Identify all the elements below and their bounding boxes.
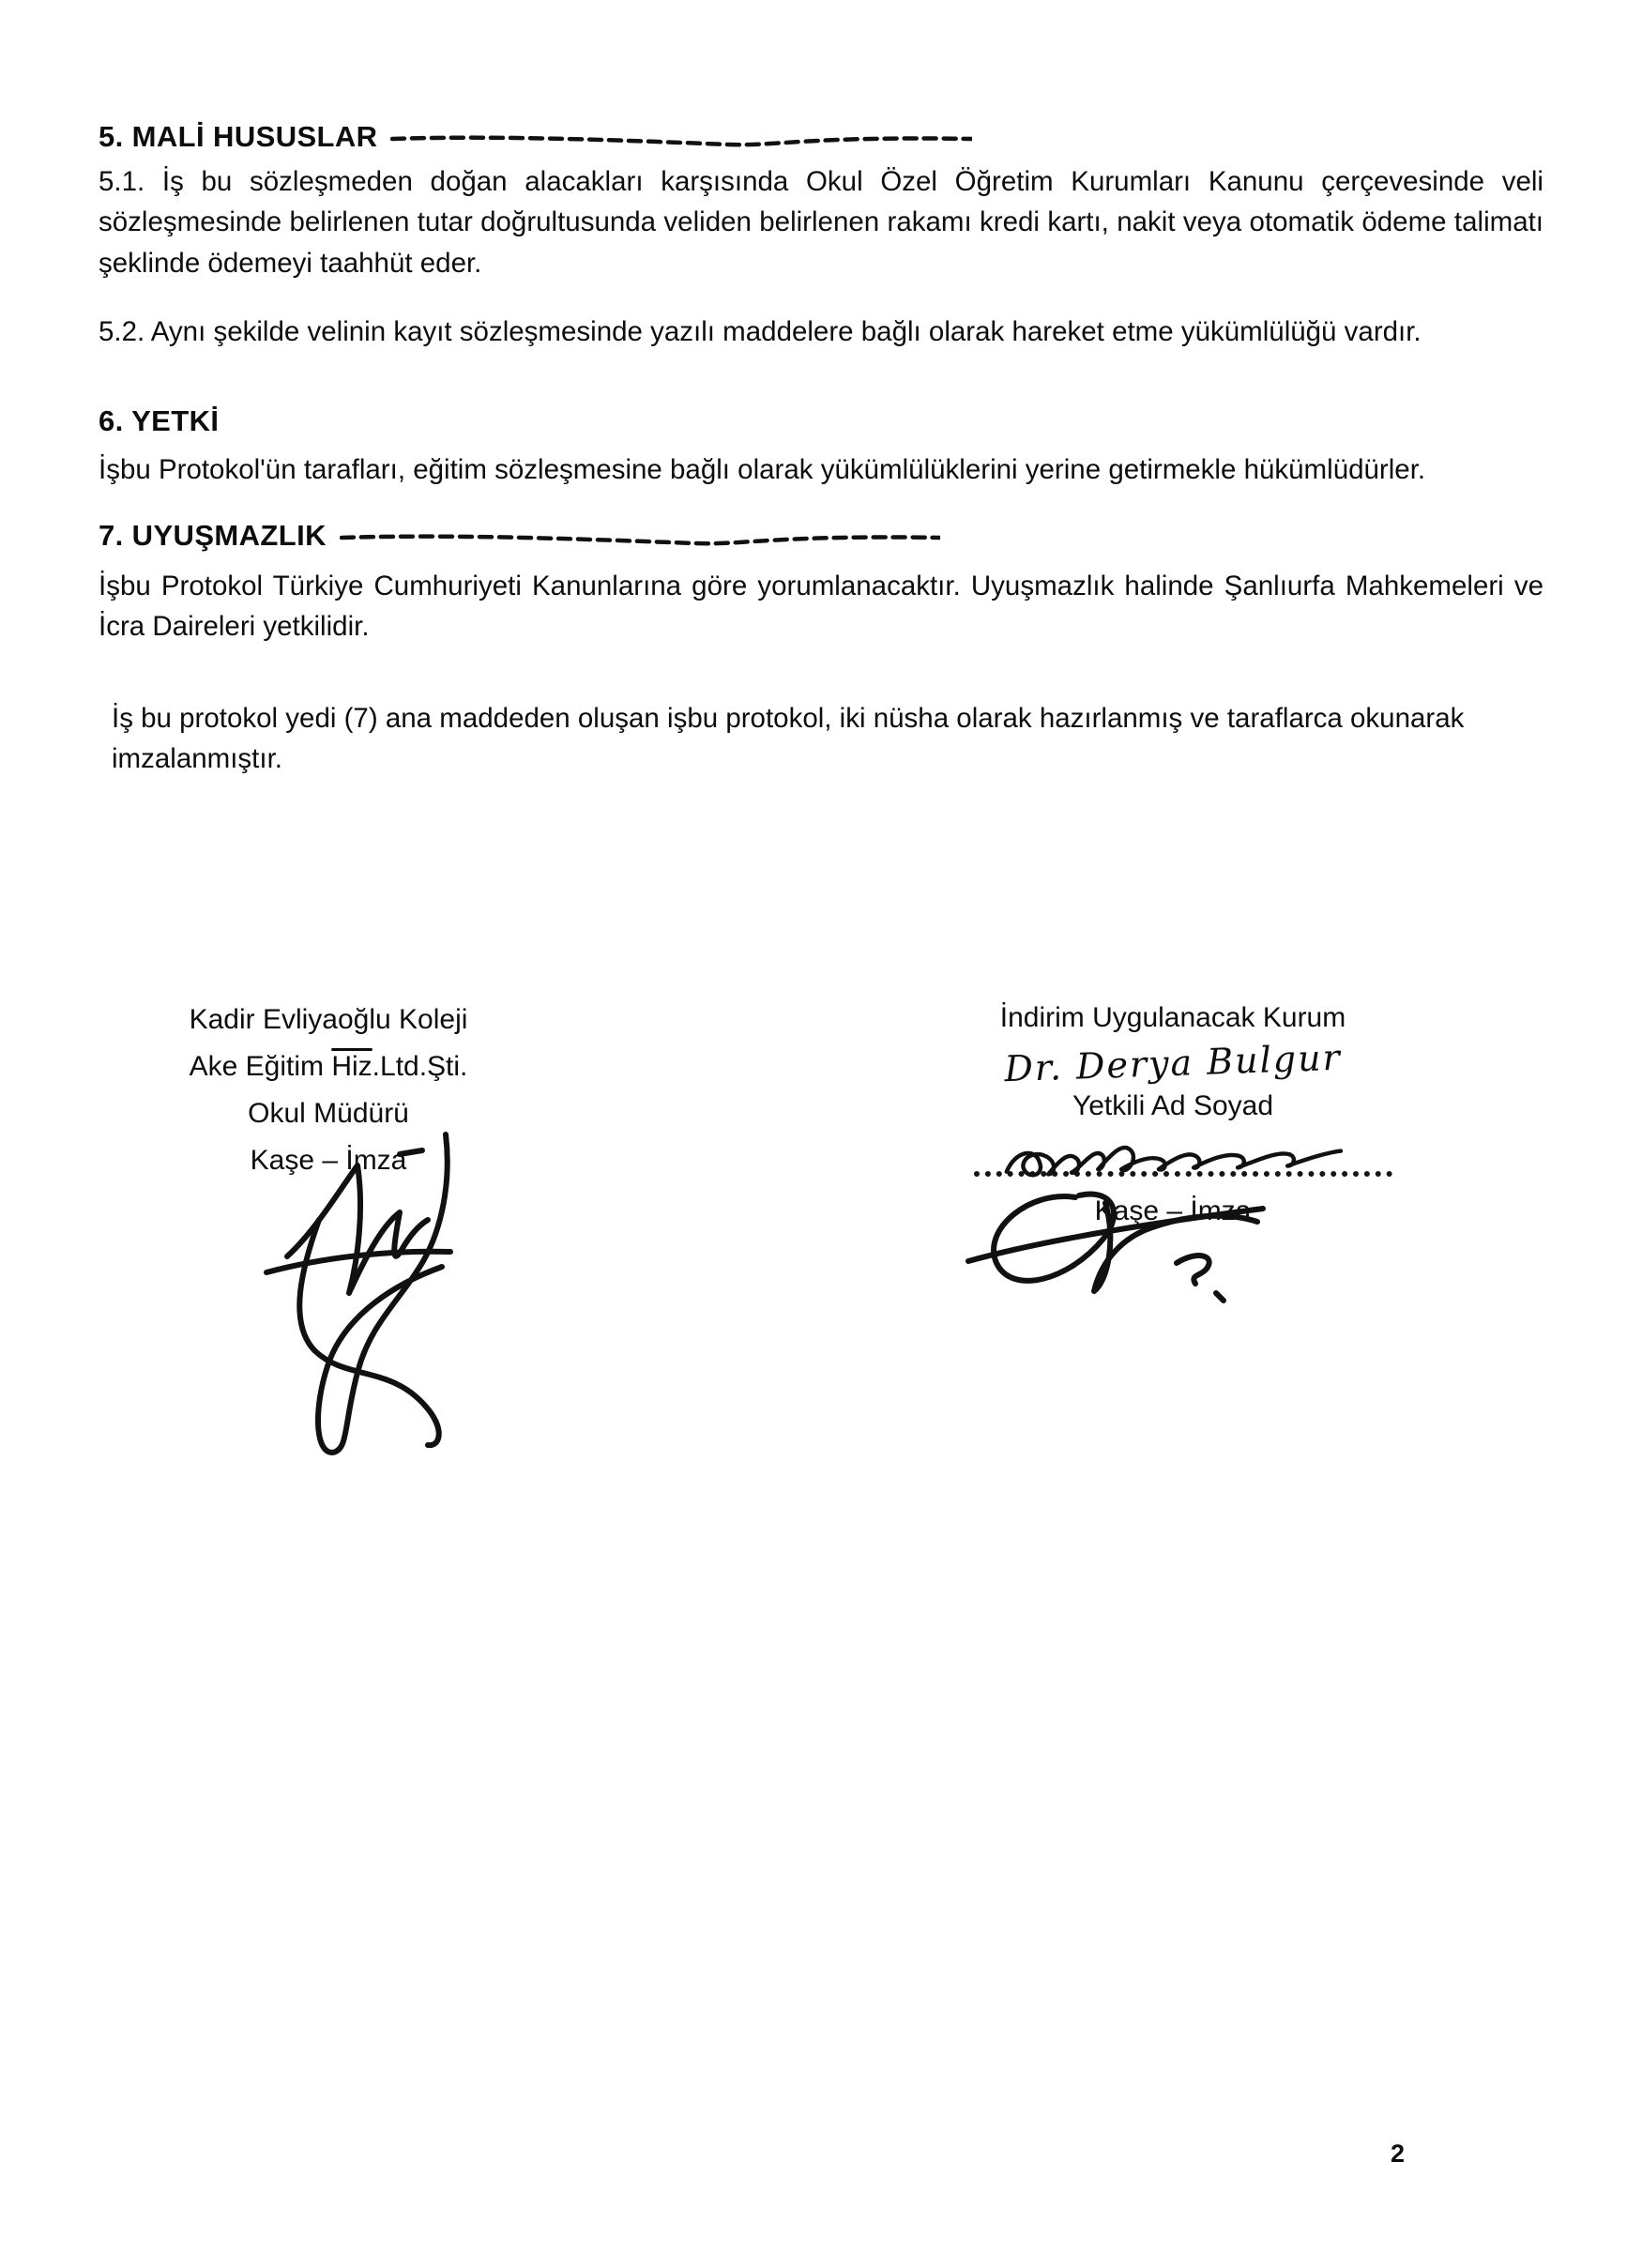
authorized-name-label: Yetkili Ad Soyad <box>1072 1090 1274 1122</box>
page-number: 2 <box>1391 2139 1406 2168</box>
document-content <box>99 120 1543 1460</box>
school-name: Kadir Evliyaoğlu Koleji <box>189 1004 468 1036</box>
paragraph-5-1: 5.1. İş bu sözleşmeden doğan alacakları karşısında Okul Özel Öğretim Kurumları Kanunu çerçevesinde veli sözleşmesinde belirlenen tutar doğrultusunda veliden belirlenen rakamı kredi kartı, nakit veya otomatik ödeme talimatı şeklinde ödemeyi taahhüt eder. <box>99 166 1543 279</box>
signature-block-school <box>150 997 507 1460</box>
section-5-heading: 5. MALİ HUSUSLAR <box>99 120 378 153</box>
handwritten-authorized-name: Dr. Derya Bulgur <box>1003 1036 1343 1090</box>
section-7-heading-row <box>99 519 1543 553</box>
institution-stamp-label: Kaşe – İmza <box>1094 1195 1252 1227</box>
paragraph-6: İşbu Protokol'ün tarafları, eğitim sözleşmesine bağlı olarak yükümlülüklerini yerine getirmekle hükümlüdürler. <box>99 454 1426 486</box>
school-company: Ake Eğitim $\overline{Hiz}.Ltd.Şti$. <box>189 1051 468 1083</box>
section-7-heading: 7. UYUŞMAZLIK <box>99 518 327 552</box>
section-6-heading: 6. YETKİ <box>99 404 220 438</box>
handwritten-role-line <box>948 1132 1398 1186</box>
closing-paragraph: İş bu protokol yedi (7) ana maddeden oluşan işbu protokol, iki nüsha olarak hazırlanmış ve taraflarca okunarak imzalanmıştır. <box>112 702 1465 774</box>
section-6-heading-row <box>99 404 1543 438</box>
paragraph-7: İşbu Protokol Türkiye Cumhuriyeti Kanunlarına göre yorumlanacaktır. Uyuşmazlık halinde Şanlıurfa Mahkemeleri ve İcra Daireleri yetkilidir. <box>99 570 1543 643</box>
school-stamp-label: Kaşe – İmza <box>250 1145 407 1177</box>
signature-block-institution <box>948 997 1398 1233</box>
section-5-heading-row <box>99 120 1543 154</box>
school-director-signature <box>261 1130 469 1460</box>
institution-signature <box>965 1180 1274 1323</box>
company-overline-part: $\overline{Hiz}$ <box>331 1051 373 1083</box>
institution-title: İndirim Uygulanacak Kurum <box>999 1002 1346 1034</box>
school-role: Okul Müdürü <box>248 1098 409 1130</box>
dashed-rule <box>390 132 972 149</box>
dashed-rule <box>340 531 940 548</box>
signature-row <box>99 997 1543 1460</box>
handwritten-role-script <box>985 1126 1361 1184</box>
paragraph-5-2: 5.2. Aynı şekilde velinin kayıt sözleşmesinde yazılı maddelere bağlı olarak hareket etme yükümlülüğü vardır. <box>99 316 1422 348</box>
